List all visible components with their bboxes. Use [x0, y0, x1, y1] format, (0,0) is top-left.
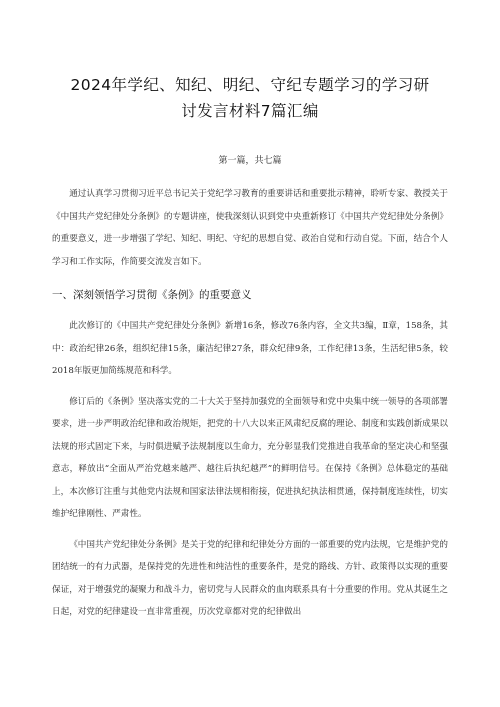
- document-title: [52, 0, 448, 124]
- section-heading: 一、深刻领悟学习贯彻《条例》的重要意义: [52, 289, 252, 301]
- paragraph-significance: 《中国共产党纪律处分条例》是关于党的纪律和纪律处分方面的一部重要的党内法规，它是维护党的团结统一的有力武器，是保持党的先进性和纯洁性的重要条件，是党的路线、方针、政策得以实现的重要保证，对于增强党的凝聚力和战斗力，密切党与人民群众的血肉联系具有十分重要的作用。党从其诞生之日起，对党的纪律建设一直非常重视，历次党章都对党的纪律做出: [52, 539, 448, 617]
- paragraph-revision: 修订后的《条例》坚决落实党的二十大关于坚持加强党的全面领导和党中央集中统一领导的各项部署要求，进一步严明政治纪律和政治规矩，把党的十八大以来正风肃纪反腐的理论、制度和实践创新成果以法规的形式固定下来，与时俱进赋予法规制度以生命力，充分彰显我们党推进自我革命的坚定决心和坚强意志，释放出“全面从严治党越来越严、越往后执纪越严”的鲜明信号。在保持《条例》总体稳定的基础上，本次修订注重与其他党内法规和国家法律法规相衔接，促进执纪执法相贯通，保持制度连续性，切实维护纪律刚性、严肃性。: [52, 396, 448, 519]
- part-heading: 第一篇，共七篇: [218, 156, 282, 166]
- title-line-1: 2024年学纪、知纪、明纪、守纪专题学习的学习研: [70, 76, 430, 94]
- title-line-2: 讨发言材料7篇汇编: [181, 102, 319, 120]
- paragraph-statistics: 此次修订的《中国共产党纪律处分条例》新增16条，修改76条内容，全文共3编，Ⅱ章，158条，其中：政治纪律26条，组织纪律15条，廉洁纪律27条，群众纪律9条，工作纪律13条，生活纪律5条，较2018年版更加简练规范和科学。: [52, 321, 448, 376]
- paragraph-intro: 通过认真学习贯彻习近平总书记关于党纪学习教育的重要讲话和重要批示精神，聆听专家、教授关于《中国共产党纪律处分条例》的专题讲座，使我深刻认识到党中央重新修订《中国共产党纪律处分条例》的重要意义，进一步增强了学纪、知纪、明纪、守纪的思想自觉、政治自觉和行动自觉。下面，结合个人学习和工作实际，作简要交流发言如下。: [52, 189, 448, 267]
